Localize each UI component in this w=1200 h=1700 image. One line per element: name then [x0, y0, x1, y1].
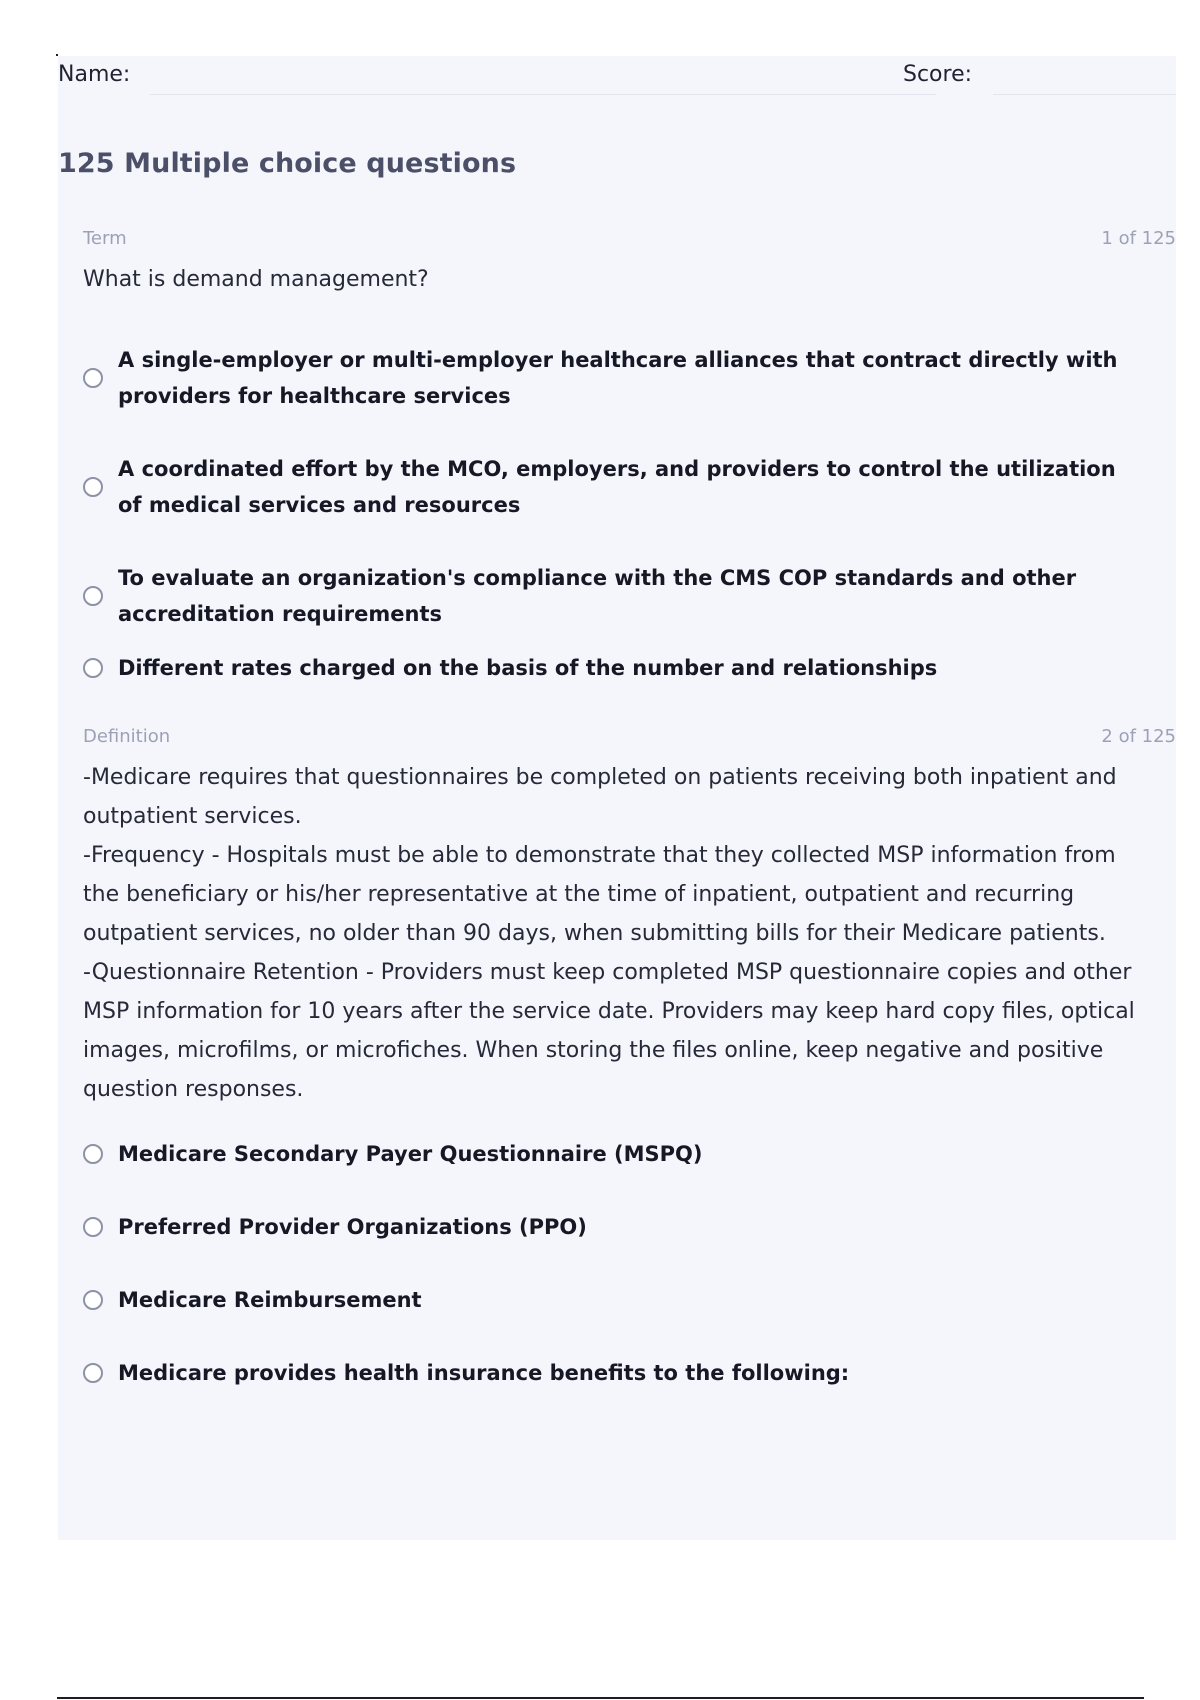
question-prompt: -Medicare requires that questionnaires be completed on patients receiving both inpatient and outpatient services. -Frequency - Hospitals must be able to demonstrate that they collected MSP information from the beneficiary or his/her representative at the time of inpatient, outpatient and recurring outpatient services, no older than 90 days, when submitting bills for their Medicare patients. -Questionnaire Retention - Providers must keep completed MSP questionnaire copies and other MSP information for 10 years after the service date. Providers may keep hard copy files, optical images, microfilms, or microfiches. When storing the files online, keep negative and positive question responses. [83, 765, 1135, 1102]
radio-button-icon[interactable] [83, 658, 103, 678]
answer-option[interactable] [83, 650, 1143, 686]
radio-button-icon[interactable] [83, 368, 103, 388]
answer-option-label: Medicare provides health insurance benefits to the following: [118, 1361, 850, 1385]
answer-option[interactable] [83, 1355, 1143, 1391]
answer-option-label: Medicare Secondary Payer Questionnaire (MSPQ) [118, 1142, 703, 1166]
answer-option[interactable] [83, 1136, 1143, 1172]
header-row [58, 56, 1176, 96]
score-label: Score: [903, 62, 973, 87]
answer-option-label: A coordinated effort by the MCO, employers, and providers to control the utilization of medical services and resources [118, 457, 1116, 517]
answer-option-label: Medicare Reimbursement [118, 1288, 422, 1312]
name-field-line[interactable] [150, 94, 936, 95]
answer-option-label: Different rates charged on the basis of the number and relationships [118, 656, 938, 680]
answer-option[interactable] [83, 342, 1143, 414]
answer-option[interactable] [83, 451, 1143, 523]
question-counter: 2 of 125 [1101, 726, 1176, 747]
name-label: Name: [58, 62, 131, 87]
quiz-sheet [58, 56, 1176, 1540]
answer-option-label: To evaluate an organization's compliance with the CMS COP standards and other accreditation requirements [118, 566, 1077, 626]
question-prompt: What is demand management? [83, 267, 429, 292]
answer-option-label: A single-employer or multi-employer healthcare alliances that contract directly with providers for healthcare services [118, 348, 1118, 408]
radio-button-icon[interactable] [83, 1144, 103, 1164]
answer-option[interactable] [83, 560, 1143, 632]
radio-button-icon[interactable] [83, 586, 103, 606]
question-counter: 1 of 125 [1101, 228, 1176, 249]
question-kind: Term [83, 228, 127, 249]
answer-option-label: Preferred Provider Organizations (PPO) [118, 1215, 587, 1239]
page-bottom-rule [57, 1697, 1144, 1699]
answer-option[interactable] [83, 1209, 1143, 1245]
radio-button-icon[interactable] [83, 1217, 103, 1237]
radio-button-icon[interactable] [83, 477, 103, 497]
question-kind: Definition [83, 726, 171, 747]
score-field-line[interactable] [993, 94, 1176, 95]
radio-button-icon[interactable] [83, 1290, 103, 1310]
answer-option[interactable] [83, 1282, 1143, 1318]
radio-button-icon[interactable] [83, 1363, 103, 1383]
page-title: 125 Multiple choice questions [58, 148, 517, 179]
